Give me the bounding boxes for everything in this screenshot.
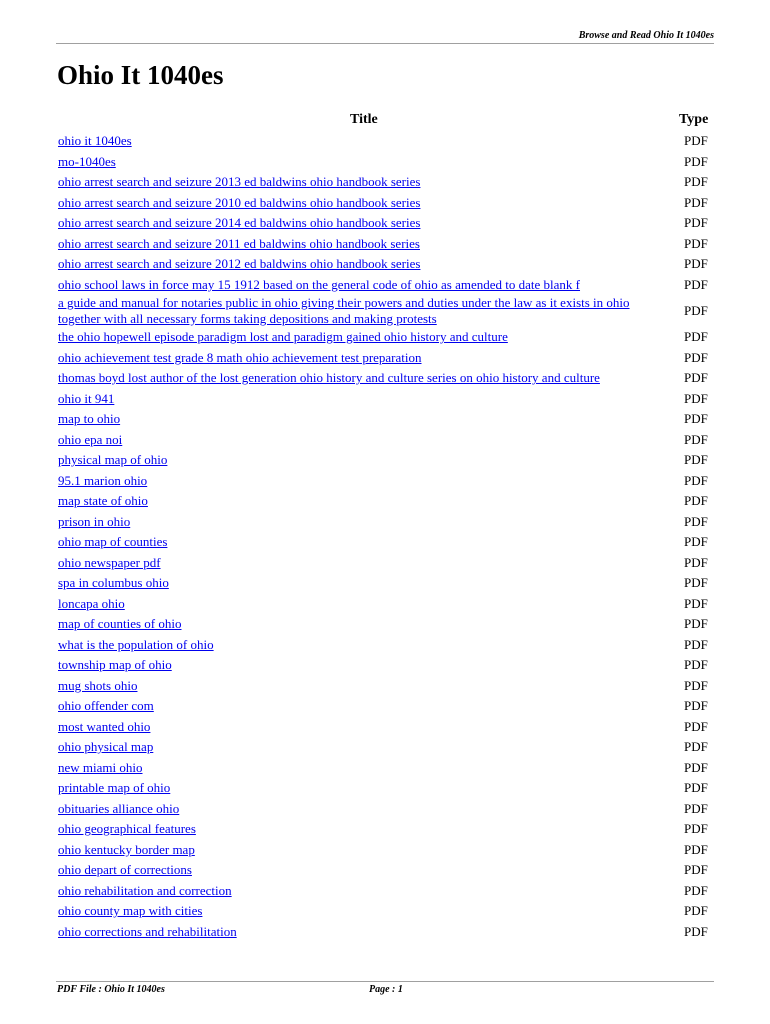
list-item [58, 594, 714, 615]
document-link[interactable]: ohio arrest search and seizure 2011 ed baldwins ohio handbook series [58, 235, 420, 251]
list-item [58, 368, 714, 389]
document-type: PDF [684, 370, 708, 386]
list-item [58, 172, 714, 193]
document-type: PDF [684, 133, 708, 149]
document-link[interactable]: ohio school laws in force may 15 1912 based on the general code of ohio as amended to date blank f [58, 276, 581, 292]
document-type: PDF [684, 595, 708, 611]
list-item [58, 799, 714, 820]
document-link[interactable]: ohio epa noi [58, 431, 123, 447]
list-item [58, 234, 714, 255]
list-item [58, 860, 714, 881]
list-item [58, 152, 714, 173]
document-link[interactable]: township map of ohio [58, 657, 172, 673]
list-item [58, 676, 714, 697]
document-type: PDF [684, 718, 708, 734]
header-text: Browse and Read Ohio It 1040es [578, 30, 714, 41]
document-link[interactable]: ohio it 1040es [58, 133, 132, 149]
document-link[interactable]: thomas boyd lost author of the lost generation ohio history and culture series on ohio history and culture [58, 370, 600, 386]
document-list [58, 131, 714, 942]
document-link[interactable]: ohio offender com [58, 698, 154, 714]
document-link[interactable]: ohio newspaper pdf [58, 554, 161, 570]
document-type: PDF [684, 575, 708, 591]
list-item [58, 131, 714, 152]
list-item [58, 717, 714, 738]
document-link[interactable]: a guide and manual for notaries public in ohio giving their powers and duties under the law as it exists in ohio together with all necessary forms taking depositions and making protests [58, 295, 630, 326]
list-item [58, 758, 714, 779]
list-item [58, 327, 714, 348]
document-link[interactable]: map to ohio [58, 411, 121, 427]
document-type: PDF [684, 303, 708, 318]
document-type: PDF [684, 276, 708, 292]
document-link[interactable]: map of counties of ohio [58, 616, 182, 632]
document-type: PDF [684, 235, 708, 251]
document-type: PDF [684, 554, 708, 570]
list-item [58, 573, 714, 594]
document-link[interactable]: 95.1 marion ohio [58, 472, 148, 488]
document-type: PDF [684, 431, 708, 447]
list-item [58, 655, 714, 676]
list-item [58, 881, 714, 902]
document-type: PDF [684, 739, 708, 755]
document-link[interactable]: ohio geographical features [58, 821, 196, 837]
document-link[interactable]: ohio rehabilitation and correction [58, 882, 232, 898]
page-title: Ohio It 1040es [57, 60, 224, 90]
document-type: PDF [684, 636, 708, 652]
document-link[interactable]: map state of ohio [58, 493, 148, 509]
document-type: PDF [684, 862, 708, 878]
document-type: PDF [684, 534, 708, 550]
document-type: PDF [684, 759, 708, 775]
list-item [58, 471, 714, 492]
document-type: PDF [684, 677, 708, 693]
list-item [58, 193, 714, 214]
document-type: PDF [684, 256, 708, 272]
list-item [58, 614, 714, 635]
list-item [58, 778, 714, 799]
list-item [58, 213, 714, 234]
document-link[interactable]: ohio map of counties [58, 534, 168, 550]
list-item [58, 840, 714, 861]
column-header-title: Title [350, 112, 378, 127]
document-link[interactable]: printable map of ohio [58, 780, 171, 796]
document-type: PDF [684, 821, 708, 837]
document-type: PDF [684, 882, 708, 898]
document-type: PDF [684, 349, 708, 365]
footer-divider [56, 981, 714, 982]
document-link[interactable]: what is the population of ohio [58, 636, 214, 652]
document-type: PDF [684, 800, 708, 816]
list-item [58, 295, 714, 327]
list-item [58, 512, 714, 533]
document-type: PDF [684, 215, 708, 231]
document-link[interactable]: ohio corrections and rehabilitation [58, 923, 237, 939]
document-type: PDF [684, 174, 708, 190]
header-divider [56, 43, 714, 44]
document-type: PDF [684, 780, 708, 796]
document-link[interactable]: most wanted ohio [58, 718, 151, 734]
document-link[interactable]: ohio arrest search and seizure 2013 ed baldwins ohio handbook series [58, 174, 421, 190]
document-link[interactable]: spa in columbus ohio [58, 575, 169, 591]
document-link[interactable]: mo-1040es [58, 153, 116, 169]
document-type: PDF [684, 493, 708, 509]
list-item [58, 901, 714, 922]
document-link[interactable]: ohio county map with cities [58, 903, 203, 919]
document-type: PDF [684, 841, 708, 857]
document-type: PDF [684, 329, 708, 345]
list-item [58, 737, 714, 758]
document-link[interactable]: ohio arrest search and seizure 2010 ed baldwins ohio handbook series [58, 194, 421, 210]
list-item [58, 348, 714, 369]
list-item [58, 409, 714, 430]
column-header-type: Type [679, 112, 709, 127]
list-item [58, 491, 714, 512]
list-item [58, 275, 714, 296]
list-item [58, 922, 714, 943]
document-type: PDF [684, 923, 708, 939]
document-type: PDF [684, 411, 708, 427]
document-link[interactable]: mug shots ohio [58, 677, 138, 693]
footer-file-label: PDF File : Ohio It 1040es [57, 984, 165, 995]
document-link[interactable]: the ohio hopewell episode paradigm lost and paradigm gained ohio history and culture [58, 329, 508, 345]
document-type: PDF [684, 194, 708, 210]
list-item [58, 532, 714, 553]
list-item [58, 553, 714, 574]
list-item [58, 430, 714, 451]
document-link[interactable]: ohio it 941 [58, 390, 115, 406]
list-item [58, 450, 714, 471]
list-item [58, 635, 714, 656]
document-link[interactable]: ohio depart of corrections [58, 862, 192, 878]
document-link[interactable]: prison in ohio [58, 513, 131, 529]
list-item [58, 254, 714, 275]
document-link[interactable]: ohio kentucky border map [58, 841, 195, 857]
list-item [58, 696, 714, 717]
document-type: PDF [684, 903, 708, 919]
document-link[interactable]: physical map of ohio [58, 452, 168, 468]
document-type: PDF [684, 657, 708, 673]
document-link[interactable]: obituaries alliance ohio [58, 800, 180, 816]
document-type: PDF [684, 698, 708, 714]
document-type: PDF [684, 153, 708, 169]
list-item [58, 389, 714, 410]
document-type: PDF [684, 472, 708, 488]
document-link[interactable]: ohio arrest search and seizure 2014 ed baldwins ohio handbook series [58, 215, 421, 231]
document-link[interactable]: ohio physical map [58, 739, 154, 755]
document-type: PDF [684, 452, 708, 468]
document-link[interactable]: ohio arrest search and seizure 2012 ed baldwins ohio handbook series [58, 256, 421, 272]
document-link[interactable]: loncapa ohio [58, 595, 125, 611]
document-type: PDF [684, 513, 708, 529]
document-type: PDF [684, 390, 708, 406]
document-type: PDF [684, 616, 708, 632]
document-link[interactable]: new miami ohio [58, 759, 143, 775]
footer-page-label: Page : 1 [369, 984, 403, 995]
document-link[interactable]: ohio achievement test grade 8 math ohio achievement test preparation [58, 349, 422, 365]
list-item [58, 819, 714, 840]
